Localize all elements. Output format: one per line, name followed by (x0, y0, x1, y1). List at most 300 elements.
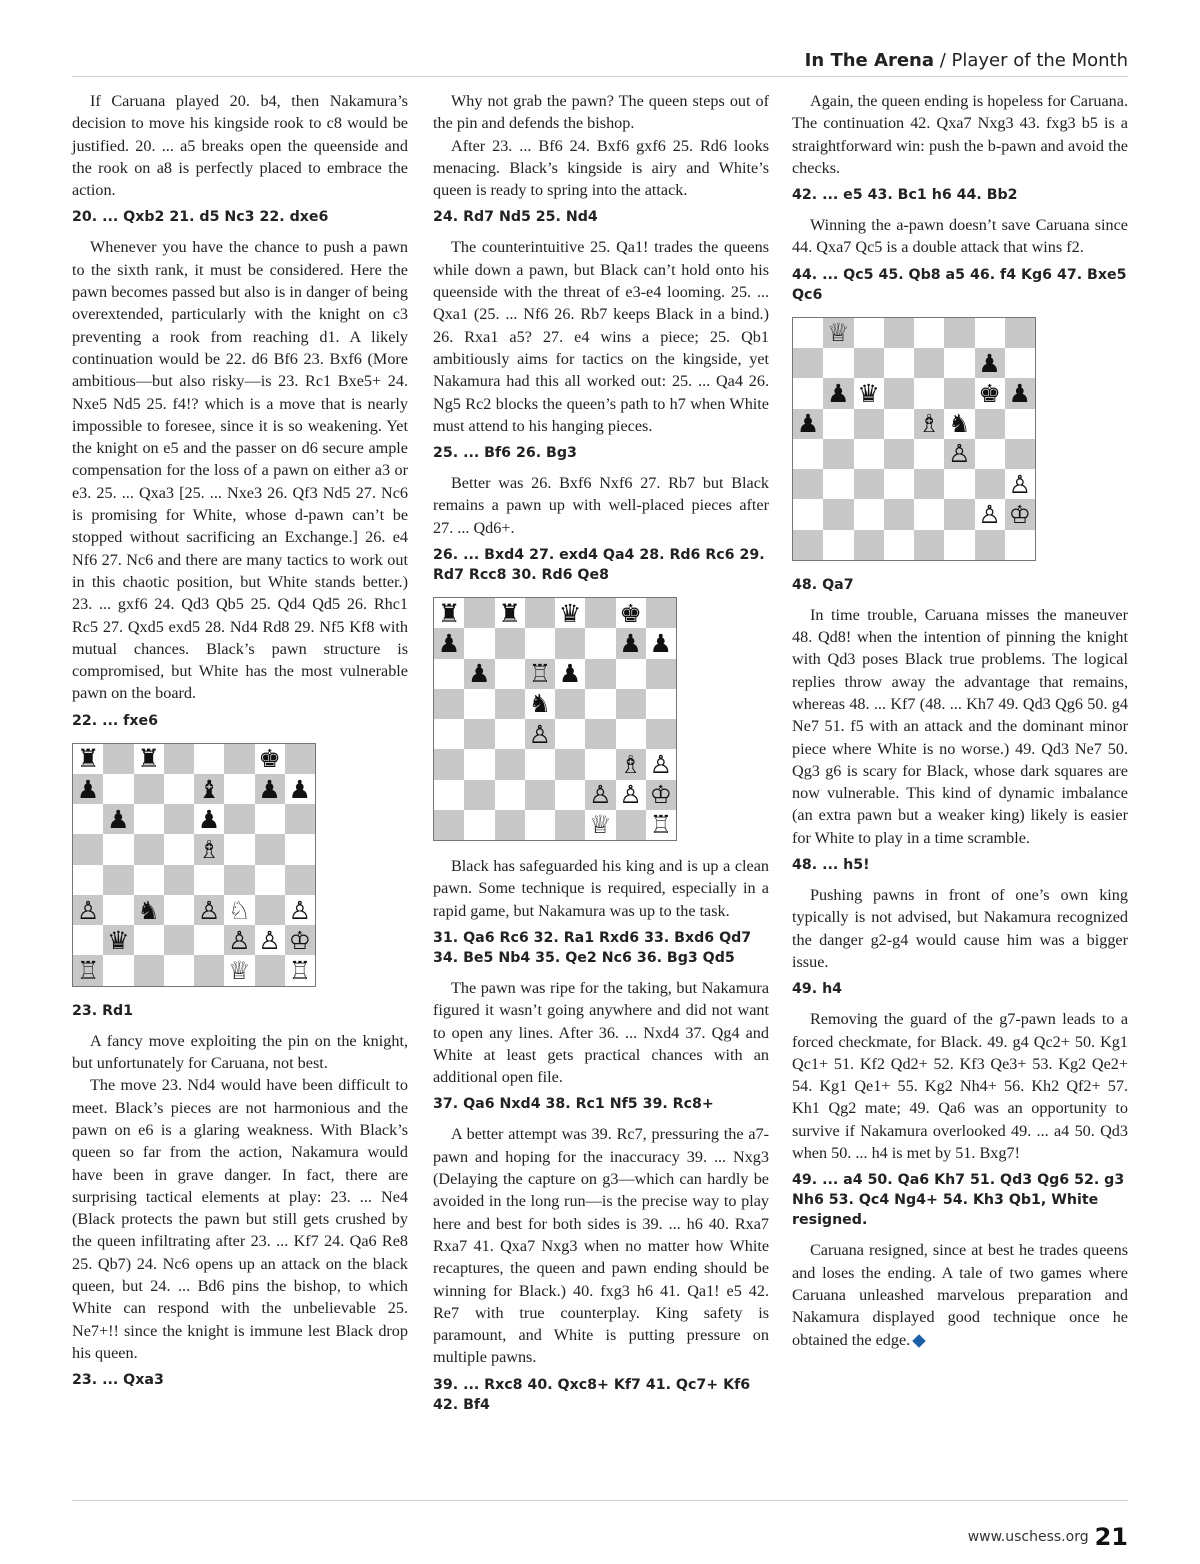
board-square (646, 689, 676, 719)
board-square (134, 744, 164, 774)
board-square (854, 318, 884, 348)
body-paragraph (792, 1239, 1128, 1350)
board-square (884, 469, 914, 499)
board-square (464, 749, 494, 779)
paragraph-text: The counterintuitive 25. Qa1! trades the queens while down a pawn, but Black can’t hold onto his queenside with the threat of e3-e4 looming. 25. ... Qxa1 (25. ... Nf6 26. Rb7 keeps Black in a bind.) 26. Rxa1 a5? 27. e4 wins a piece; 25. Qb1 ambitiously aims for tactics on the kingside, yet Nakamura had this all worked out: 25. ... Qa4 26. Ng5 Rc2 blocks the queen’s path to h7 when White must attend to his hanging pieces. (433, 238, 769, 435)
board-square (525, 780, 555, 810)
paragraph-text: A better attempt was 39. Rc7, pressuring the a7-pawn and hoping for the inaccuracy 39. ... Nxg3 (Delaying the capture on g3—which can hardly be avoided in the long run—is the precise way to play here and best for both sides is 39. ... h6 40. Rxa7 Rxa7 41. Qxa7 Nxg3 when no matter how White recaptures, the queen and pawn ending should be winning for Black.) 40. fxg3 h6 41. Qa1! e5 42. Re7 with true counterplay. King safety is paramount, and White is putting pressure on multiple pawns. (433, 1125, 769, 1367)
board-square (255, 834, 285, 864)
board-square (616, 659, 646, 689)
board-square (255, 895, 285, 925)
body-paragraph (433, 236, 769, 437)
board-square (854, 499, 884, 529)
white-bishop-icon: ♗ (917, 409, 941, 439)
black-pawn-icon: ♟ (1008, 378, 1032, 408)
board-square (164, 774, 194, 804)
black-knight-icon: ♞ (528, 689, 552, 719)
board-square (434, 628, 464, 658)
board-square (975, 499, 1005, 529)
black-pawn-icon: ♟ (76, 774, 100, 804)
board-square (914, 318, 944, 348)
board-square (464, 719, 494, 749)
board-square (823, 378, 853, 408)
board-square (164, 744, 194, 774)
board-square (134, 865, 164, 895)
white-pawn-icon: ♙ (197, 895, 221, 925)
board-square (884, 378, 914, 408)
board-square (525, 749, 555, 779)
board-square (434, 810, 464, 840)
paragraph-text: Why not grab the pawn? The queen steps out of the pin and defends the bishop. (433, 92, 769, 133)
white-rook-icon: ♖ (528, 659, 552, 689)
board-square (944, 439, 974, 469)
board-square (555, 749, 585, 779)
website-url[interactable]: www.uschess.org (967, 1529, 1089, 1545)
black-rook-icon: ♜ (437, 598, 461, 628)
black-rook-icon: ♜ (137, 744, 160, 774)
body-paragraph (792, 604, 1128, 849)
board-square (944, 318, 974, 348)
board-square (975, 439, 1005, 469)
board-square (585, 628, 615, 658)
white-pawn-icon: ♙ (589, 780, 612, 810)
board-square (434, 749, 464, 779)
board-square (434, 689, 464, 719)
board-square (975, 530, 1005, 560)
board-square (555, 810, 585, 840)
page-header (72, 50, 1128, 77)
board-square (194, 925, 224, 955)
white-pawn-icon: ♙ (76, 895, 100, 925)
board-square (1005, 499, 1035, 529)
board-square (616, 780, 646, 810)
paragraph-text: The move 23. Nd4 would have been difficult to meet. Black’s pieces are not harmonious and the pawn on e6 is a glaring weakness. With Black’s queen so far from the action, Nakamura would have been in grave danger. In fact, there are surprising tactical elements at play: 23. ... Ne4 (Black protects the pawn but still gets crushed by the queen infiltrating after 23. ... Kf7 24. Qa6 Re8 25. Qb7) 24. Nc6 opens up an attack on the black queen, but 24. ... Bd6 pins the bishop, to which White can respond with the unbelievable 25. Ne7+!! since the knight is immune lest Black drop his queen. (72, 1076, 408, 1362)
text-column-3 (792, 90, 1128, 1351)
board-square (884, 409, 914, 439)
board-square (793, 439, 823, 469)
body-paragraph (433, 135, 769, 202)
board-square (646, 749, 676, 779)
board-square (975, 348, 1005, 378)
board-square (224, 955, 254, 985)
paragraph-text: In time trouble, Caruana misses the maneuver 48. Qd8! when the intention of pinning the knight with Qd3 poses Black true problems. The logical replies throw away the advantage that remains, whereas 48. ... Kf7 (48. ... Kh7 49. Qd3 Qg6 50. g4 Ne7 51. f5 with an attack and the dominant minor piece where White is no worse.) 49. Qd3 Ne7 50. Qg3 g6 is scary for Black, whose dark squares are now vulnerable. This kind of dynamic imbalance (an extra pawn but a weaker king) likely is easier for White to play in a time scramble. (792, 605, 1128, 847)
board-square (585, 689, 615, 719)
board-square (914, 530, 944, 560)
chess-diagram (433, 597, 677, 841)
board-square (793, 469, 823, 499)
board-square (434, 659, 464, 689)
section-separator: / (934, 50, 952, 71)
board-square (1005, 378, 1035, 408)
black-pawn-icon: ♟ (796, 409, 820, 439)
board-square (914, 439, 944, 469)
board-square (1005, 469, 1035, 499)
board-square (914, 378, 944, 408)
move-heading: 48. Qa7 (792, 576, 854, 593)
board-square (616, 628, 646, 658)
board-square (525, 810, 555, 840)
board-square (585, 719, 615, 749)
board-square (525, 719, 555, 749)
board-square (555, 719, 585, 749)
board-square (103, 895, 133, 925)
board-square (854, 469, 884, 499)
move-heading: 48. ... h5! (792, 857, 870, 874)
board-square (495, 628, 525, 658)
board-square (823, 499, 853, 529)
board-square (884, 530, 914, 560)
board-square (285, 804, 315, 834)
board-square (164, 925, 194, 955)
footer-line (968, 1523, 1128, 1551)
white-king-icon: ♔ (649, 780, 673, 810)
move-heading: 25. ... Bf6 26. Bg3 (433, 445, 577, 462)
move-heading: 42. ... e5 43. Bc1 h6 44. Bb2 (792, 187, 1018, 204)
black-pawn-icon: ♟ (437, 628, 461, 658)
board-square (944, 378, 974, 408)
board-square (285, 895, 315, 925)
board-square (495, 689, 525, 719)
board-square (164, 834, 194, 864)
board-square (495, 598, 525, 628)
board-square (194, 744, 224, 774)
board-square (793, 318, 823, 348)
black-pawn-icon: ♟ (288, 774, 312, 804)
board-square (585, 659, 615, 689)
board-square (194, 804, 224, 834)
move-heading: 24. Rd7 Nd5 25. Nd4 (433, 209, 598, 226)
board-square (975, 378, 1005, 408)
white-knight-icon: ♘ (228, 895, 251, 925)
board-square (285, 955, 315, 985)
board-square (255, 925, 285, 955)
board-square (255, 744, 285, 774)
move-heading: 49. h4 (792, 981, 843, 998)
board-square (103, 774, 133, 804)
black-knight-icon: ♞ (137, 895, 160, 925)
board-square (616, 719, 646, 749)
board-square (555, 598, 585, 628)
board-square (854, 378, 884, 408)
board-square (194, 895, 224, 925)
board-square (975, 318, 1005, 348)
board-square (854, 348, 884, 378)
board-square (103, 804, 133, 834)
white-pawn-icon: ♙ (1008, 469, 1032, 499)
move-heading: 20. ... Qxb2 21. d5 Nc3 22. dxe6 (72, 209, 329, 226)
body-paragraph (72, 90, 408, 201)
board-square (646, 810, 676, 840)
body-paragraph (792, 214, 1128, 259)
white-king-icon: ♔ (1008, 499, 1032, 529)
board-square (793, 348, 823, 378)
paragraph-text: Better was 26. Bxf6 Nxf6 27. Rb7 but Black remains a pawn up with well-placed pieces after 27. ... Qd6+. (433, 474, 769, 537)
board-square (194, 834, 224, 864)
board-square (103, 955, 133, 985)
board-square (1005, 530, 1035, 560)
board-square (646, 780, 676, 810)
board-square (255, 955, 285, 985)
board-square (823, 409, 853, 439)
move-heading: 31. Qa6 Rc6 32. Ra1 Rxd6 33. Bxd6 Qd7 34. Be5 Nb4 35. Qe2 Nc6 36. Bg3 Qd5 (433, 929, 752, 966)
board-square (134, 834, 164, 864)
white-pawn-icon: ♙ (619, 780, 642, 810)
white-pawn-icon: ♙ (228, 925, 251, 955)
paragraph-text: Black has safeguarded his king and is up a clean pawn. Some technique is required, especially in a rapid game, but Nakamura was up to the task. (433, 857, 769, 920)
board-square (224, 774, 254, 804)
white-bishop-icon: ♗ (619, 749, 642, 779)
board-square (914, 499, 944, 529)
board-square (854, 439, 884, 469)
board-square (525, 598, 555, 628)
board-square (914, 409, 944, 439)
board-square (224, 865, 254, 895)
body-paragraph (72, 1074, 408, 1364)
board-square (1005, 348, 1035, 378)
body-paragraph (433, 472, 769, 539)
body-paragraph (792, 884, 1128, 973)
body-paragraph (433, 90, 769, 135)
board-square (616, 810, 646, 840)
board-square (555, 780, 585, 810)
page-footer (72, 1500, 1128, 1551)
board-square (464, 659, 494, 689)
board-square (944, 409, 974, 439)
black-bishop-icon: ♝ (197, 774, 221, 804)
board-square (464, 689, 494, 719)
paragraph-text: Pushing pawns in front of one’s own king typically is not advised, but Nakamura recognized the danger g2-g4 would cause him was a bigger issue. (792, 886, 1128, 971)
board-square (646, 659, 676, 689)
board-square (793, 378, 823, 408)
black-pawn-icon: ♟ (258, 774, 281, 804)
board-square (525, 689, 555, 719)
paragraph-text: Again, the queen ending is hopeless for Caruana. The continuation 42. Qxa7 Nxg3 43. fxg3 b5 is a straightforward win: push the b-pawn and avoid the checks. (792, 92, 1128, 177)
board-square (854, 530, 884, 560)
black-pawn-icon: ♟ (827, 378, 850, 408)
white-pawn-icon: ♙ (948, 439, 971, 469)
board-square (285, 744, 315, 774)
board-square (134, 925, 164, 955)
black-queen-icon: ♛ (857, 378, 880, 408)
move-heading: 49. ... a4 50. Qa6 Kh7 51. Qd3 Qg6 52. g3 Nh6 53. Qc4 Ng4+ 54. Kh3 Qb1, White resigned. (792, 1172, 1125, 1229)
board-square (103, 834, 133, 864)
text-column-1 (72, 90, 408, 1399)
move-heading: 44. ... Qc5 45. Qb8 a5 46. f4 Kg6 47. Bxe5 Qc6 (792, 266, 1127, 303)
board-square (585, 749, 615, 779)
board-square (285, 774, 315, 804)
black-pawn-icon: ♟ (558, 659, 582, 689)
paragraph-text: Whenever you have the chance to push a pawn to the sixth rank, it must be considered. Here the pawn becomes passed but also is in danger of being overextended, particularly with the knight on c3 preventing a rook from reaching d1. A likely continuation would be 22. d6 Bf6 23. Bxf6 (More ambitious—but also risky—is 23. Rc1 Bxe5+ 24. Nxe5 Nd5 25. f4!? which is a move that is nearly impossible to foresee, since it is so weakening. Yet the knight on e5 and the passer on d6 secure ample compensation for the loss of a pawn on either a3 or e3. 25. ... Qxa3 [25. ... Nxe3 26. Qf3 Nd5 27. Nc6 is promising for White, whose d-pawn can’t be stopped without sacrificing an Exchange.] 26. e4 Nf6 27. Nc6 and there are many tactics to work out in this chaotic position, but White stands better.) 23. ... gxf6 24. Qd3 Qb5 25. Qd4 Qd5 26. Rhc1 Rc5 27. Qxd5 exd5 28. Nd4 Rd8 29. Nf5 Kf8 with mutual chances. Black’s pawn structure is compromised, but White has the most vulnerable pawn on the board. (72, 238, 408, 703)
board-square (464, 598, 494, 628)
board-square (884, 348, 914, 378)
board-square (103, 925, 133, 955)
board-square (224, 895, 254, 925)
move-heading: 37. Qa6 Nxd4 38. Rc1 Nf5 39. Rc8+ (433, 1096, 714, 1113)
black-king-icon: ♚ (619, 598, 642, 628)
board-square (224, 925, 254, 955)
board-square (164, 895, 194, 925)
body-paragraph (433, 855, 769, 922)
body-paragraph (433, 977, 769, 1088)
body-paragraph (72, 1030, 408, 1075)
board-square (134, 895, 164, 925)
board-square (134, 774, 164, 804)
board-square (495, 780, 525, 810)
board-square (793, 409, 823, 439)
board-square (164, 955, 194, 985)
paragraph-text: If Caruana played 20. b4, then Nakamura’s decision to move his kingside rook to c8 would be justified. 20. ... a5 breaks open the queenside and the rook on a8 is perfectly placed to embrace the action. (72, 92, 408, 200)
black-pawn-icon: ♟ (619, 628, 642, 658)
page-number: 21 (1094, 1523, 1128, 1551)
white-queen-icon: ♕ (589, 810, 612, 840)
board-square (73, 774, 103, 804)
white-bishop-icon: ♗ (197, 835, 221, 865)
board-square (255, 774, 285, 804)
board-square (103, 865, 133, 895)
text-column-2 (433, 90, 769, 1424)
white-pawn-icon: ♙ (978, 499, 1001, 529)
paragraph-text: The pawn was ripe for the taking, but Nakamura figured it wasn’t going anywhere and did not want to open any lines. After 36. ... Nxd4 37. Qg4 and White at least gets practical chances with an additional open file. (433, 978, 769, 1087)
black-pawn-icon: ♟ (468, 659, 491, 689)
white-pawn-icon: ♙ (288, 895, 312, 925)
board-square (255, 804, 285, 834)
board-square (823, 348, 853, 378)
board-square (285, 865, 315, 895)
move-heading: 23. ... Qxa3 (72, 1372, 164, 1389)
board-square (103, 744, 133, 774)
paragraph-text: After 23. ... Bf6 24. Bxf6 gxf6 25. Rd6 looks menacing. Black’s kingside is airy and White’s queen is ready to spring into the attack. (433, 136, 769, 200)
board-square (464, 780, 494, 810)
black-pawn-icon: ♟ (107, 804, 130, 834)
move-heading: 22. ... fxe6 (72, 712, 158, 729)
board-square (285, 834, 315, 864)
board-square (585, 780, 615, 810)
white-queen-icon: ♕ (827, 318, 850, 348)
board-square (464, 628, 494, 658)
paragraph-text: Removing the guard of the g7-pawn leads to a forced checkmate, for Black. 49. g4 Qc2+ 50. Kg1 Qc1+ 51. Kf2 Qd2+ 52. Kf3 Qe3+ 53. Kg2 Qe2+ 54. Kg1 Qe1+ 55. Kg2 Nh4+ 56. Kh2 Qf2+ 57. Kh1 Qg2 mate; 49. Qa6 was an opportunity to survive if Nakamura overlooked 49. ... a4 50. Qd3 when 50. ... h4 is met by 51. Bxg7! (792, 1010, 1128, 1163)
white-king-icon: ♔ (288, 925, 312, 955)
paragraph-text: Caruana resigned, since at best he trades queens and loses the ending. A tale of two games where Caruana unleashed marvelous preparation and Nakamura displayed good technique once he obtained the edge. (792, 1241, 1128, 1349)
board-square (255, 865, 285, 895)
black-king-icon: ♚ (978, 378, 1001, 408)
section-title: In The Arena (804, 50, 934, 71)
board-square (823, 439, 853, 469)
board-square (194, 865, 224, 895)
board-square (616, 749, 646, 779)
board-square (944, 348, 974, 378)
board-square (224, 804, 254, 834)
board-square (854, 409, 884, 439)
board-square (495, 719, 525, 749)
board-square (434, 719, 464, 749)
board-square (134, 804, 164, 834)
board-square (555, 659, 585, 689)
white-pawn-icon: ♙ (649, 749, 673, 779)
board-square (434, 598, 464, 628)
board-square (434, 780, 464, 810)
board-square (616, 689, 646, 719)
board-square (646, 719, 676, 749)
board-square (73, 925, 103, 955)
board-square (525, 628, 555, 658)
black-knight-icon: ♞ (948, 409, 971, 439)
board-square (285, 925, 315, 955)
board-square (555, 689, 585, 719)
board-square (793, 499, 823, 529)
board-square (194, 955, 224, 985)
board-square (975, 469, 1005, 499)
board-square (495, 659, 525, 689)
black-rook-icon: ♜ (76, 744, 100, 774)
body-paragraph (72, 236, 408, 704)
board-square (1005, 409, 1035, 439)
board-square (73, 804, 103, 834)
board-square (1005, 439, 1035, 469)
board-square (555, 628, 585, 658)
board-square (464, 810, 494, 840)
black-queen-icon: ♛ (558, 598, 582, 628)
end-mark-icon (912, 1334, 926, 1348)
move-heading: 26. ... Bxd4 27. exd4 Qa4 28. Rd6 Rc6 29. Rd7 Rcc8 30. Rd6 Qe8 (433, 547, 765, 584)
chess-diagram (72, 743, 316, 987)
board-square (224, 834, 254, 864)
board-square (73, 834, 103, 864)
running-head (805, 50, 1128, 71)
board-square (73, 955, 103, 985)
paragraph-text: A fancy move exploiting the pin on the knight, but unfortunately for Caruana, not best. (72, 1031, 408, 1073)
body-paragraph (792, 1008, 1128, 1164)
board-square (73, 865, 103, 895)
white-rook-icon: ♖ (76, 956, 100, 986)
white-queen-icon: ♕ (228, 956, 251, 986)
chess-diagram (792, 317, 1036, 561)
board-square (73, 895, 103, 925)
board-square (164, 804, 194, 834)
board-square (224, 744, 254, 774)
black-rook-icon: ♜ (498, 598, 521, 628)
black-pawn-icon: ♟ (197, 804, 221, 834)
board-square (73, 744, 103, 774)
white-rook-icon: ♖ (649, 810, 673, 840)
move-heading: 39. ... Rxc8 40. Qxc8+ Kf7 41. Qc7+ Kf6 42. Bf4 (433, 1376, 751, 1413)
board-square (823, 469, 853, 499)
board-square (1005, 318, 1035, 348)
board-square (944, 530, 974, 560)
white-pawn-icon: ♙ (528, 719, 552, 749)
board-square (944, 469, 974, 499)
black-king-icon: ♚ (258, 744, 281, 774)
board-square (914, 348, 944, 378)
board-square (194, 774, 224, 804)
board-square (884, 439, 914, 469)
white-rook-icon: ♖ (288, 956, 312, 986)
white-pawn-icon: ♙ (258, 925, 281, 955)
board-square (975, 409, 1005, 439)
subsection-title: Player of the Month (951, 50, 1128, 71)
board-square (914, 469, 944, 499)
board-square (585, 810, 615, 840)
board-square (495, 749, 525, 779)
paragraph-text: Winning the a-pawn doesn’t save Caruana since 44. Qxa7 Qc5 is a double attack that wins f2. (792, 216, 1128, 257)
body-paragraph (792, 90, 1128, 179)
board-square (884, 318, 914, 348)
black-pawn-icon: ♟ (978, 348, 1001, 378)
board-square (164, 865, 194, 895)
black-pawn-icon: ♟ (649, 628, 673, 658)
move-heading: 23. Rd1 (72, 1002, 134, 1019)
board-square (944, 499, 974, 529)
black-queen-icon: ♛ (107, 925, 130, 955)
